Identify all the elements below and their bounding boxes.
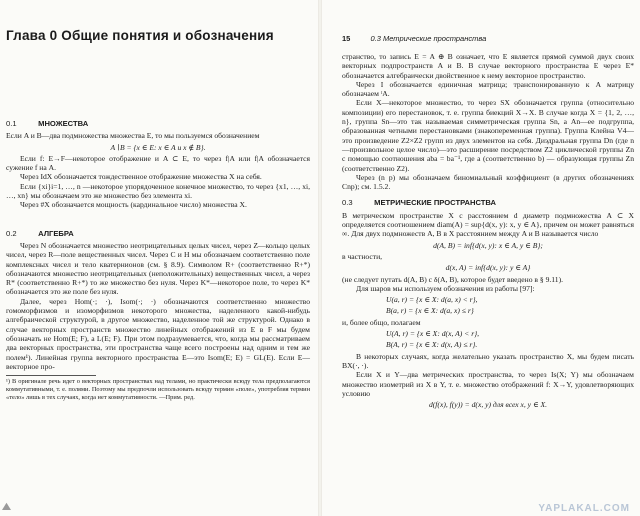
triangle-marker-icon: [2, 501, 11, 510]
formula: d(f(x), f(y)) = d(x, y) для всех x, y ∈ X.: [428, 400, 548, 410]
paragraph: Если A и B—два подмножества множества E, то мы пользуемся обозначением: [6, 131, 260, 141]
section-heading-sets: 0.1 МНОЖЕСТВА: [6, 119, 89, 128]
formula: A∖B = {x ∈ E: x ∈ A и x ∉ B}.: [110, 142, 206, 152]
paragraph: Если {xi}i=1, …, n —некоторое упорядоченное конечное множество, то через {x1, …, xi, …, xn} мы обозначаем это же множество без элемента xi.: [6, 181, 310, 201]
formula: B(A, r) = {x ∈ X: d(x, A) ≤ r}.: [386, 340, 478, 350]
paragraph: Если X—некоторое множество, то через SX обозначается группа (относительно композиции) его перестановок, т. е. группа биекций X→X. В случае когда X = {1, 2, …, n}, группа Sn—это так называемая симметрическая группа Sn, а An—ее подгруппа, образованная четными перестановками (знакопеременная группа). Группа Клейна V4—это произведение Z2×Z2 групп из двух элементов на себя. Диэдральная группа Dn (где n—произвольное целое число)—это расширение посредством Z2 циклической группы Zn с помощью соотношения aba = ba⁻¹, где a (соответственно b) — образующая группы Zn (соответственно Z2).: [342, 98, 634, 173]
paragraph: Через IdX обозначается тождественное отображение множества X на себя.: [20, 172, 262, 182]
chapter-header: Глава 0 Общие понятия и обозначения: [6, 28, 274, 43]
paragraph: в частности,: [342, 251, 383, 261]
section-heading-algebra: 0.2 АЛГЕБРА: [6, 228, 74, 238]
paragraph: Через #X обозначается мощность (кардинальное число) множества X.: [20, 200, 247, 210]
left-page: [0, 0, 318, 516]
paragraph: В некоторых случаях, когда желательно указать пространство X, мы будем писать BX(·, ·).: [342, 351, 634, 370]
formula: d(A, B) = inf{d(x, y): x ∈ A, y ∈ B};: [433, 240, 543, 250]
paragraph: Если f: E→F—некоторое отображение и A ⊂ E, то через f|A или f|A обозначается сужение f на A.: [6, 153, 310, 173]
running-title: 0.3 Метрические пространства: [370, 34, 487, 43]
footnote-rule: [6, 375, 96, 376]
section-heading-metric: 0.3 МЕТРИЧЕСКИЕ ПРОСТРАНСТВА: [342, 198, 496, 208]
watermark: YAPLAKAL.COM: [538, 503, 630, 514]
right-page: [322, 0, 640, 516]
right-column: [342, 52, 634, 411]
left-column: [6, 112, 310, 402]
paragraph: (не следует путать d(A, B) с δ(A, B), которое будет введено в § 9.11).: [342, 274, 564, 284]
paragraph: Через (n p) мы обозначаем биномиальный коэффициент (в других обозначениях Cnp); см. 1.5.2.: [342, 172, 634, 192]
running-header: [342, 34, 486, 43]
page-number: 15: [342, 34, 351, 43]
paragraph: Через I обозначается единичная матрица; транспонированную к A матрицу обозначаем ᵗA.: [342, 79, 634, 99]
footnote: ¹) В оригинале речь идет о векторных пространствах над телами, но практически всюду тела предполагаются коммутативными, т. е. полями. Поэтому мы предпочли использовать всюду термин «поле», употребляя термин «тело» лишь в тех случаях, когда нет коммутативности. —Прим. ред.: [6, 378, 310, 401]
paragraph: В метрическом пространстве X с расстоянием d диаметр подмножества A ⊂ X определяется соотношением diam(A) = sup{d(x, y): x, y ∈ A}, причем он может равняться ∞. Для двух подмножеств A, B в X расстоянием между A и B называется число: [342, 210, 634, 239]
formula: U(a, r) = {x ∈ X: d(a, x) < r},: [386, 295, 478, 305]
formula: U(A, r) = {x ∈ X: d(x, A) < r},: [386, 329, 480, 339]
paragraph: и, более общо, полагаем: [342, 317, 421, 327]
formula: d(x, A) = inf{d(x, y): y ∈ A}: [445, 263, 531, 273]
formula: B(a, r) = {x ∈ X: d(a, x) ≤ r}: [386, 306, 474, 316]
paragraph: странство, то запись E = A ⊕ B означает, что E является прямой суммой двух своих векторных подпространств A и B. В случае векторного пространства E через E* обозначается алгебраически двойственное к нему векторное пространство.: [342, 52, 634, 80]
paragraph: Для шаров мы используем обозначения из работы [97]:: [356, 283, 535, 293]
paragraph: Далее, через Hom(·; ·), Isom(·; ·) обозначаются соответственно множество гомоморфизмов и изоморфизмов некоторого множества, наделенного какой-нибудь алгебраической структурой, в другое множество, наделенное той же структурой. Однако в случае векторных пространств множество линейных отображений из E в F мы будем обозначать не Hom(E; F), а L(E; F). При этом подразумевается, что, когда мы рассматриваем два векторных пространства, эти пространства чаще всего построены над одним и тем же полем¹). Линейная группа векторного пространства E—это Isom(E; E) = GL(E). Если E—векторное про-: [6, 296, 310, 371]
paragraph: Если X и Y—два метрических пространства, то через Is(X; Y) мы обозначаем множество изометрий из X в Y, т. е. множество отображений f: X→Y, удовлетворяющих условию: [342, 370, 634, 398]
paragraph: Через N обозначается множество неотрицательных целых чисел, через Z—кольцо целых чисел, через R—поле вещественных чисел. Через C и H мы обозначаем соответственно поле комплексных чисел и тело кватернионов (см. § 8.9). Символом R+ (соответственно R+*) обозначаются множество неотрицательных (неположительных) вещественных чисел, а через R* (соответственно R+*) то же множество без нуля. Через K*—некоторое поле, то через K* обозначается это же поле без нуля.: [6, 240, 310, 297]
